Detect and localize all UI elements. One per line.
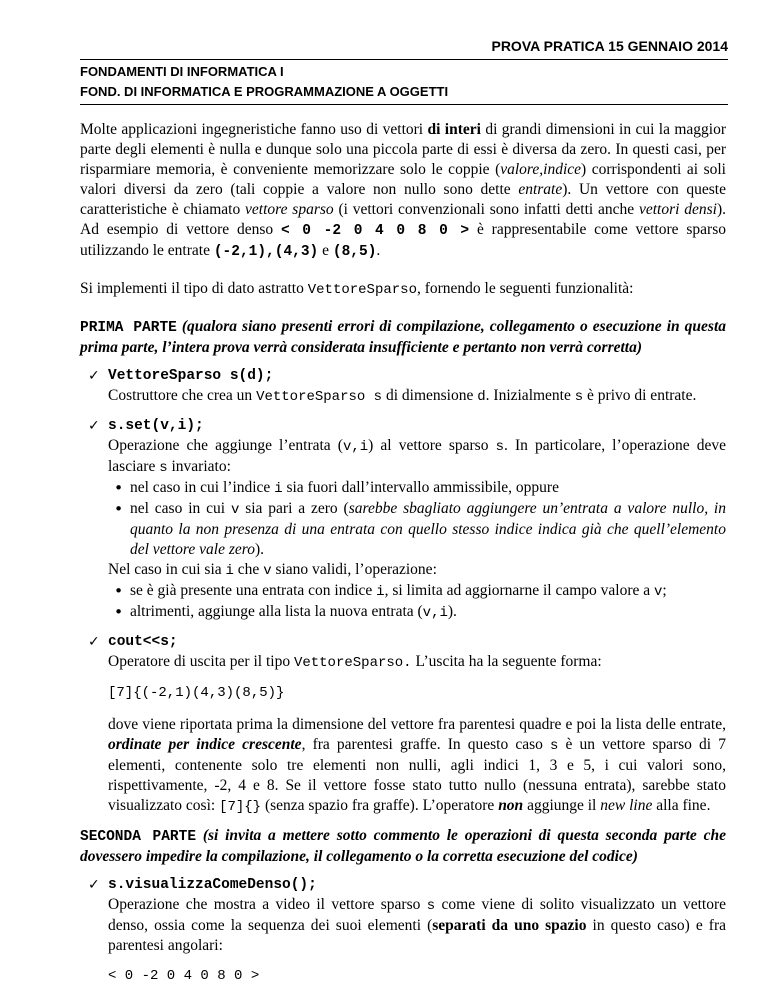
part-two-heading: SECONDA PARTE (si invita a mettere sotto commento le operazioni di questa seconda parte che dovessero impedire la compilazione, il collegamento o la corretta esecuzione del codice) — [80, 827, 726, 865]
output-operator-signature: cout<<s; — [108, 634, 178, 650]
document-body — [80, 120, 726, 998]
set-bullet-update: • se è già presente una entrata con indice i, si limita ad aggiornarne il campo valore a v; — [114, 582, 667, 600]
constructor-description: Costruttore che crea un VettoreSparso s di dimensione d. Inizialmente s è privo di entrate. — [108, 387, 697, 405]
bullet-icon: • — [114, 582, 124, 600]
set-bullet-add: • altrimenti, aggiunge alla lista la nuova entrata (v,i). — [114, 603, 457, 621]
item-set — [80, 416, 726, 623]
dense-display-description: Operazione che mostra a video il vettore sparso s come viene di solito visualizzato un vettore denso, ossia come la sequenza dei suoi elementi (separati da uno spazio in questo caso) e fra parentesi angolari: — [108, 896, 726, 954]
checkmark-icon: ✓ — [88, 418, 100, 434]
dense-example: < 0 -2 0 4 0 8 0 > — [108, 968, 260, 984]
dense-display-signature: s.visualizzaComeDenso(); — [108, 877, 317, 893]
part-one-heading: PRIMA PARTE (qualora siano presenti errori di compilazione, collegamento o esecuzione in questa prima parte, l’intera prova verrà considerata insufficiente e pertanto non verrà corretta) — [80, 318, 726, 356]
constructor-signature: VettoreSparso s(d); — [108, 368, 274, 384]
output-operator-description: Operatore di uscita per il tipo VettoreSparso. L’uscita ha la seguente forma: — [108, 653, 602, 671]
course-names — [80, 62, 448, 102]
header-rule-top — [80, 59, 728, 60]
set-bullet-out-of-range: • nel caso in cui l’indice i sia fuori dall’intervallo ammissibile, oppure — [114, 479, 559, 497]
bullet-icon: • — [114, 479, 124, 497]
checkmark-icon: ✓ — [88, 877, 100, 893]
adt-paragraph: Si implementi il tipo di dato astratto VettoreSparso, fornendo le seguenti funzionalità: — [80, 280, 634, 298]
output-operator-details: dove viene riportata prima la dimensione del vettore fra parentesi quadre e poi la lista delle entrate, ordinate per indice crescente, fra parentesi graffe. In questo caso s è un vettore sparso di 7 elementi, contenente solo tre elementi non nulli, agli indici 1, 3 e 5, i cui valori sono, rispettivamente, -2, 4 e 8. Se il vettore fosse stato tutto nullo (nessuna entrata), sarebbe stato visualizzato così: [7]{} (senza spazio fra graffe). L’operatore non aggiunge il new line alla fine. — [108, 716, 726, 815]
set-description: Operazione che aggiunge l’entrata (v,i) al vettore sparso s. In particolare, l’operazione deve lasciare s invariato: — [108, 437, 726, 476]
set-bullet-zero-value: • nel caso in cui v sia pari a zero (sarebbe sbagliato aggiungere un’entrata a valore nullo, in quanto la non presenza di una entrata con quello stesso indice indica già che quell’elemento del vettore vale zero). — [114, 500, 726, 558]
item-constructor — [80, 366, 726, 407]
course-line-2: FOND. DI INFORMATICA E PROGRAMMAZIONE A OGGETTI — [80, 84, 449, 99]
set-valid-case: Nel caso in cui sia i che v siano validi, l’operazione: — [108, 561, 437, 579]
intro-paragraph: Molte applicazioni ingegneristiche fanno uso di vettori di interi di grandi dimensioni in cui la maggior parte degli elementi è nulla e dunque solo una piccola parte di essi è diversa da zero. In questi casi, per risparmiare memoria, è conveniente memorizzare solo le coppie (valore,indice) corrispondenti ai soli valori diversi da zero (tali coppie a valore non nullo sono dette entrate). Un vettore con queste caratteristiche è chiamato vettore sparso (i vettori convenzionali sono infatti detti anche vettori densi). Ad esempio di vettore denso < 0 -2 0 4 0 8 0 > è rappresentabile come vettore sparso utilizzando le entrate (-2,1),(4,3) e (8,5). — [80, 121, 727, 260]
course-line-1: FONDAMENTI DI INFORMATICA I — [80, 64, 284, 79]
bullet-icon: • — [114, 603, 124, 621]
bullet-icon: • — [114, 500, 124, 518]
set-signature: s.set(v,i); — [108, 418, 204, 434]
checkmark-icon: ✓ — [88, 634, 100, 650]
checkmark-icon: ✓ — [88, 368, 100, 384]
item-dense-display — [80, 875, 726, 986]
header-rule-bottom — [80, 104, 728, 105]
output-example: [7]{(-2,1)(4,3)(8,5)} — [108, 685, 285, 701]
exam-title: PROVA PRATICA 15 GENNAIO 2014 — [491, 38, 728, 54]
item-output-operator — [80, 632, 726, 817]
